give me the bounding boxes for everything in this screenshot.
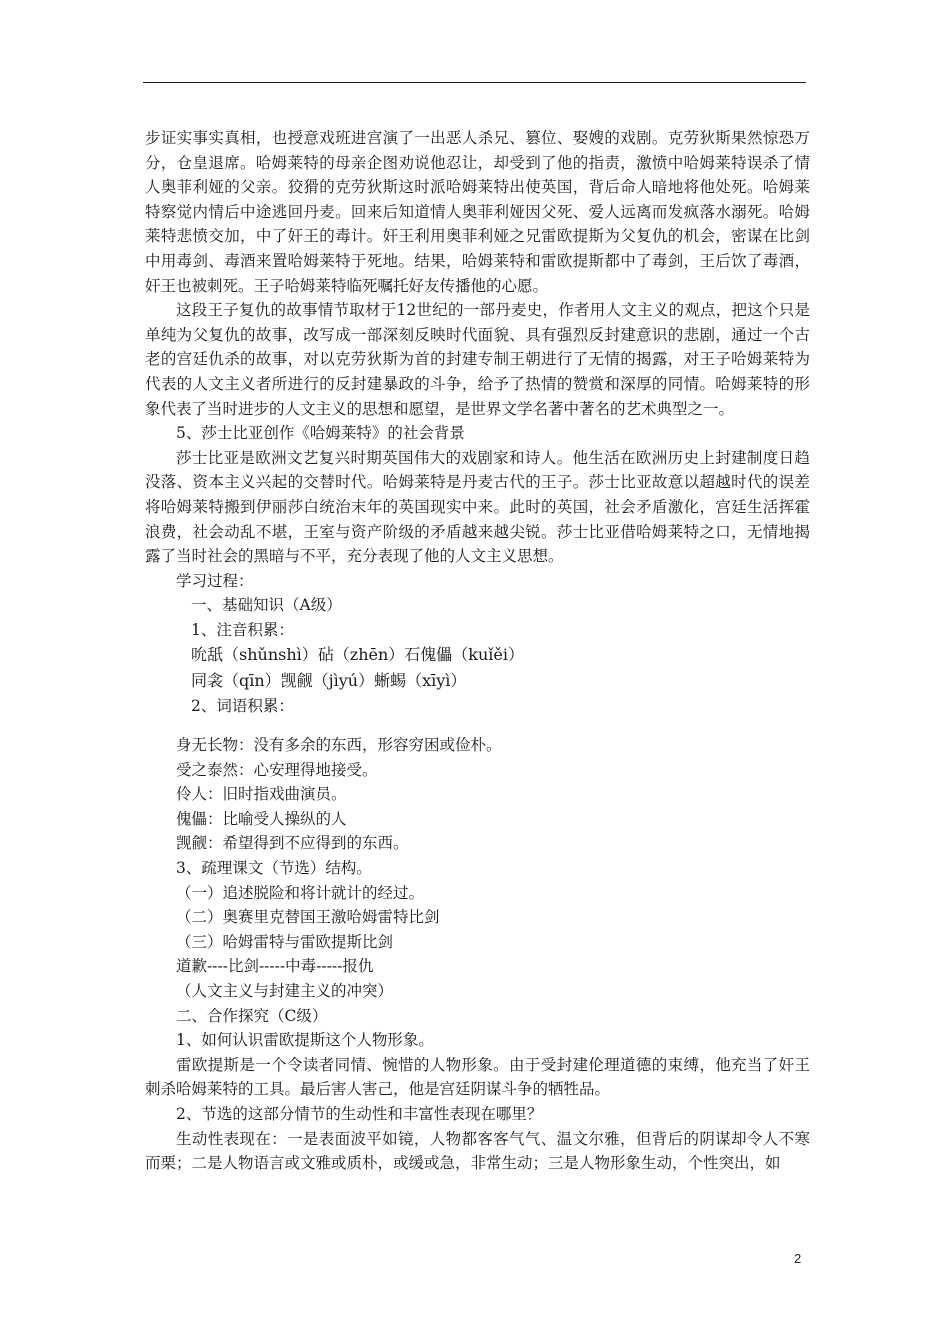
paragraph-theme: 这段王子复仇的故事情节取材于12世纪的一部丹麦史，作者用人文主义的观点，把这个只是单纯为父复仇的故事，改写成一部深刻反映时代面貌、具有强烈反封建意识的悲剧，通过一个古老的宫廷仇杀的故事，对以克劳狄斯为首的封建专制王朝进行了无情的揭露，对王子哈姆莱特为代表的人文主义者所进行的反封建暴政的斗争，给予了热情的赞赏和深厚的同情。哈姆莱特的形象代表了当时进步的人文主义的思想和愿望，是世界文学名著中著名的艺术典型之一。 — [145, 301, 810, 418]
vocab-item: 身无长物：没有多余的东西，形容穷困或俭朴。 — [176, 736, 502, 755]
heading-study-process: 学习过程： — [176, 571, 254, 590]
header-rule — [143, 82, 806, 83]
structure-item: （二）奥赛里克替国王激哈姆雷特比剑 — [176, 908, 440, 927]
question-2: 2、节选的这部分情节的生动性和丰富性表现在哪里？ — [176, 1104, 543, 1123]
heading-vocabulary: 2、词语积累： — [191, 697, 294, 716]
pinyin-line-1: 吮舐（shǔnshì）砧（zhēn）石傀儡（kuǐěi） — [191, 645, 524, 665]
structure-item: （三）哈姆雷特与雷欧提斯比剑 — [176, 932, 394, 951]
spacer — [145, 719, 810, 733]
heading-structure: 3、疏理课文（节选）结构。 — [176, 859, 372, 878]
question-1: 1、如何认识雷欧提斯这个人物形象。 — [176, 1031, 434, 1050]
vocab-item: 傀儡：比喻受人操纵的人 — [176, 809, 347, 828]
vocab-item: 受之泰然：心安理得地接受。 — [176, 760, 378, 779]
vocab-item: 觊觎：希望得到不应得到的东西。 — [176, 834, 409, 853]
paragraph-background: 莎士比亚是欧洲文艺复兴时期英国伟大的戏剧家和诗人。他生活在欧洲历史上封建制度日趋没落、资本主义兴起的交替时代。哈姆莱特是丹麦古代的王子。莎士比亚故意以超越时代的误差将哈姆莱特搬到伊丽莎白统治末年的英国现实中来。此时的英国，社会矛盾激化，宫廷生活挥霍浪费，社会动乱不堪，王室与资产阶级的矛盾越来越尖锐。莎士比亚借哈姆莱特之口，无情地揭露了当时社会的黑暗与不平，充分表现了他的人文主义思想。 — [145, 448, 810, 566]
vocab-item: 伶人：旧时指戏曲演员。 — [176, 785, 347, 804]
document-body — [145, 126, 810, 1176]
answer-2: 生动性表现在：一是表面波平如镜，人物都客客气气、温文尔雅，但背后的阴谋却令人不寒而栗；二是人物语言或文雅或质朴，或缓或急，非常生动；三是人物形象生动，个性突出，如 — [145, 1129, 810, 1173]
page-number: 2 — [794, 1251, 802, 1266]
structure-flow: 道歉----比剑-----中毒-----报仇 — [176, 957, 374, 976]
answer-1: 雷欧提斯是一个令读者同情、惋惜的人物形象。由于受封建伦理道德的束缚，他充当了奸王刺杀哈姆莱特的工具。最后害人害己，他是宫廷阴谋斗争的牺牲品。 — [145, 1055, 810, 1099]
heading-cooperative-inquiry: 二、合作探究（C级） — [176, 1006, 328, 1025]
heading-social-background: 5、莎士比亚创作《哈姆莱特》的社会背景 — [176, 424, 465, 443]
pinyin-line-2: 同衾（qīn）觊觎（jìyú）蜥蜴（xīyì） — [191, 671, 467, 691]
paragraph-plot-continued: 步证实事实真相，也授意戏班进宫演了一出恶人杀兄、篡位、娶嫂的戏剧。克劳狄斯果然惊恐万分，仓皇退席。哈姆莱特的母亲企图劝说他忍让，却受到了他的指责，激愤中哈姆莱特误杀了情人奥菲利娅的父亲。狡猾的克劳狄斯这时派哈姆莱特出使英国，背后命人暗地将他处死。哈姆莱特察觉内情后中途逃回丹麦。回来后知道情人奥菲利娅因父死、爱人远离而发疯落水溺死。哈姆莱特悲愤交加，中了奸王的毒计。奸王利用奥菲利娅之兄雷欧提斯为父复仇的机会，密谋在比剑中用毒剑、毒酒来置哈姆莱特于死地。结果，哈姆莱特和雷欧提斯都中了毒剑，王后饮了毒酒，奸王也被刺死。王子哈姆莱特临死嘱托好友传播他的心愿。 — [145, 129, 810, 295]
heading-pronunciation: 1、注音积累： — [191, 620, 294, 639]
structure-note: （人文主义与封建主义的冲突） — [176, 982, 394, 1000]
heading-basic-knowledge: 一、基础知识（A级） — [191, 596, 342, 615]
structure-item: （一）追述脱险和将计就计的经过。 — [176, 883, 425, 902]
